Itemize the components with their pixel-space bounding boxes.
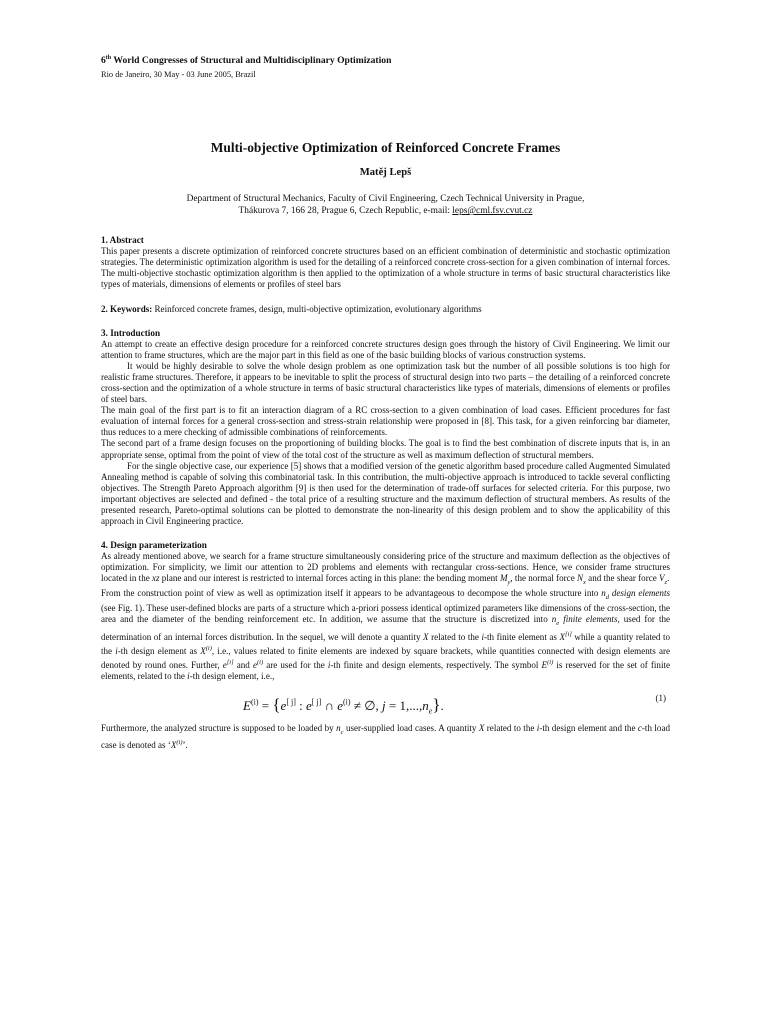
paragraph: The main goal of the first part is to fit an interaction diagram of a RC cross-section to a given combination of load cases. Efficient procedures for fast evaluation of internal forces for a general cross-section and stress-strain relationship were proposed in [8]. This task, for a given reinforcing bar diameter, thus reduces to a mere checking of admissible combinations of reinforcements. [101,405,670,438]
paragraph: From the construction point of view as well as optimization itself it appears to be advantageous to decompose the whole structure into $n_d$ design elements (see Fig. 1). These user-defined blocks are parts of a structure which a-priori possess identical optimized parameters like dimensions of the cross-section, the area and the diameter of the bending reinforcement etc. In addition, we assume that the structure is discretized into $n_e$ finite elements, used for the determination of an internal forces distribution. In the sequel, we will denote a quantity X related to the i-th finite element as X[i] while a quantity related to the i-th design element as $X^{(i)}$, i.e., values related to finite elements are indexed by square brackets, while quantities connected with design elements are denoted by round ones. Further, e[i] and $e^{(i)}$ are used for the i-th finite and design elements, respectively. The symbol $E^{(i)}$ is reserved for the set of finite elements, related to the i-th design element, i.e., [101,588,671,682]
paragraph: As already mentioned above, we search for a frame structure simultaneously considering price of the structure and maximum deflection as the objectives of optimization. For simplicity, we limit our attention to 2D problems and elements with rectangular cross-sections. Hence, we consider frame structures located in the xz plane and our interest is restricted to internal forces acting in this plane: the bending moment $M_y$, the normal force $N_x$ and the shear force $V_z$. [101,551,670,587]
keywords-section [101,304,670,315]
equation-number: (1) [655,692,666,703]
paragraph: The second part of a frame design focuses on the proportioning of building blocks. The goal is to find the best combination of discrete inputs that is, in an appropriate sense, optimal from the point of view of the total cost of the structure as well as maximum deflection of structural members. [101,438,670,460]
section-heading: 2. Keywords: [101,303,153,314]
equation-1 [101,689,670,723]
section-heading: 3. Introduction [101,327,161,338]
conference-title: 6th World Congresses of Structural and Multidisciplinary Optimization [101,55,392,67]
email-link[interactable]: leps@cml.fsv.cvut.cz [452,206,533,217]
paper-title: Multi-objective Optimization of Reinforced Concrete Frames [210,140,561,156]
paragraph: An attempt to create an effective design procedure for a reinforced concrete structures design goes through the history of Civil Engineering. We limit our attention to frame structures, which are the major part in this field as one of the basic building blocks of various construction systems. [101,338,670,360]
paragraph: It would be highly desirable to solve the whole design problem as one optimization task but the number of all possible solutions is too high for realistic frame structures. Therefore, it appears to be inevitable to split the process of structural design into two parts – the detailing of a reinforced concrete cross-section and the optimization of a whole structure in terms of basic structural characteristics like types of materials, dimensions of elements or profiles of steel bars. [101,360,670,405]
abstract-section [101,235,670,290]
design-section [101,540,670,751]
conference-header [101,52,670,80]
section-heading: 4. Design parameterization [101,540,207,551]
conference-place-date: Rio de Janeiro, 30 May - 03 June 2005, Brazil [101,70,256,80]
abstract-text: This paper presents a discrete optimization of reinforced concrete structures based on an efficient combination of deterministic and stochastic optimization strategies. The deterministic optimization algorithm is used for the detailing of a reinforced concrete cross-section for a given combination of internal forces. The multi-objective stochastic optimization algorithm is then applied to the optimization of a whole structure in terms of basic structural characteristics like types of materials, dimensions of elements or profiles of steel bars [101,246,670,290]
equation-body: $E^{(i)} = \{e[ j]$ : e[ j] ∩ $e^{(i)}$ ≠ ∅, $j = 1,...,n_e$}. [243,694,444,716]
section-heading: 1. Abstract [101,235,144,246]
affiliation: Department of Structural Mechanics, Faculty of Civil Engineering, Czech Technical University in Prague, Thákurova 7, 166 28, Prague 6, Czech Republic, e-mail: leps@cml.fsv.cvut.cz [186,194,585,217]
paragraph: For the single objective case, our experience [5] shows that a modified version of the genetic algorithm based procedure called Augmented Simulated Annealing method is capable of solving this combinatorial task. In this contribution, the multi-objective approach is introduced to tackle several conflicting objectives. The Strength Pareto Approach algorithm [9] is then used for the determination of trade-off surfaces for selected criteria. For this purpose, two important objectives are selected and defined - the total price of a resulting structure and the maximum deflection of structural members. As results of the presented research, Pareto-optimal solutions can be plotted to demonstrate the non-linearity of this design problem and to show the applicability of this approach in Civil Engineering practice. [101,460,670,527]
author-name: Matěj Lepš [359,167,412,179]
keywords-text: Reinforced concrete frames, design, multi-objective optimization, evolutionary algorithms [152,303,482,314]
introduction-section [101,328,670,528]
paragraph: Furthermore, the analyzed structure is supposed to be loaded by $n_c$ user-supplied load cases. A quantity X related to the i-th design element and the c-th load case is denoted as ‘$X^{(i)}$’. [101,722,670,751]
